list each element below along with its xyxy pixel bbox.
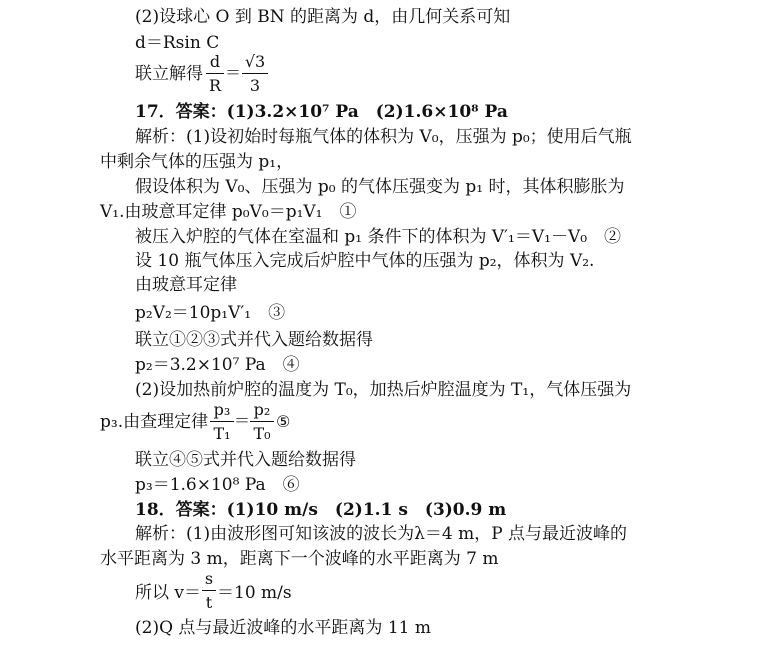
fraction-bar xyxy=(206,73,224,74)
text-line-12: p₂V₂＝10p₁V′₁ ③ xyxy=(135,303,286,323)
fraction-numerator: p₂ xyxy=(253,400,271,419)
fraction-denominator: T₀ xyxy=(253,424,271,443)
equals-sign: ＝ xyxy=(224,63,241,82)
text-line-6: 中剩余气体的压强为 p₁， xyxy=(100,152,294,172)
text-line-22b: ＝10 m/s xyxy=(217,583,292,603)
text-line-3: 联立解得 xyxy=(135,64,203,84)
fraction-bar xyxy=(202,590,216,591)
text-line-9: 被压入炉腔的气体在室温和 p₁ 条件下的体积为 V′₁＝V₁－V₀ ② xyxy=(135,227,622,247)
fraction-denominator: 3 xyxy=(249,76,261,95)
text-line-23: (2)Q 点与最近波峰的水平距离为 11 m xyxy=(135,618,431,638)
text-line-5: 解析：(1)设初始时每瓶气体的体积为 V₀，压强为 p₀；使用后气瓶 xyxy=(135,127,632,147)
fraction-denominator: T₁ xyxy=(213,424,231,443)
text-line-7: 假设体积为 V₀、压强为 p₀ 的气体压强变为 p₁ 时，其体积膨胀为 xyxy=(135,177,625,197)
text-line-13: 联立①②③式并代入题给数据得 xyxy=(135,330,373,350)
fraction-bar xyxy=(250,421,274,422)
text-line-2: d＝Rsin C xyxy=(135,33,220,53)
fraction-numerator: d xyxy=(209,52,221,71)
text-line-16: p₃.由查理定律 xyxy=(100,412,209,432)
fraction-numerator: s xyxy=(204,569,214,588)
text-line-11: 由玻意耳定律 xyxy=(135,275,237,295)
text-line-21: 水平距离为 3 m，距离下一个波峰的水平距离为 7 m xyxy=(100,549,499,569)
text-line-15: (2)设加热前炉腔的温度为 T₀，加热后炉腔温度为 T₁，气体压强为 xyxy=(135,380,632,400)
answer-18: 18．答案：(1)10 m/s (2)1.1 s (3)0.9 m xyxy=(135,500,507,520)
fraction-numerator: p₃ xyxy=(213,400,231,419)
fraction-denominator: t xyxy=(205,593,213,612)
text-line-14: p₂＝3.2×10⁷ Pa ④ xyxy=(135,355,300,375)
text-line-1: (2)设球心 O 到 BN 的距离为 d，由几何关系可知 xyxy=(135,7,511,27)
text-line-10: 设 10 瓶气体压入完成后炉腔中气体的压强为 p₂，体积为 V₂. xyxy=(135,251,595,271)
text-line-22: 所以 v＝ xyxy=(135,583,202,603)
equation-number: ⑤ xyxy=(276,412,291,431)
text-line-20: 解析：(1)由波形图可知该波的波长为λ＝4 m，P 点与最近波峰的 xyxy=(135,524,628,544)
text-line-8: V₁.由玻意耳定律 p₀V₀＝p₁V₁ ① xyxy=(100,202,357,222)
fraction-numerator: √3 xyxy=(244,52,266,71)
fraction-bar xyxy=(242,73,268,74)
text-line-17: 联立④⑤式并代入题给数据得 xyxy=(135,450,356,470)
text-line-18: p₃＝1.6×10⁸ Pa ⑥ xyxy=(135,475,300,495)
answer-17: 17．答案：(1)3.2×10⁷ Pa (2)1.6×10⁸ Pa xyxy=(135,102,508,122)
equals-sign: ＝ xyxy=(234,411,251,430)
fraction-denominator: R xyxy=(208,76,222,95)
fraction-bar xyxy=(210,421,234,422)
